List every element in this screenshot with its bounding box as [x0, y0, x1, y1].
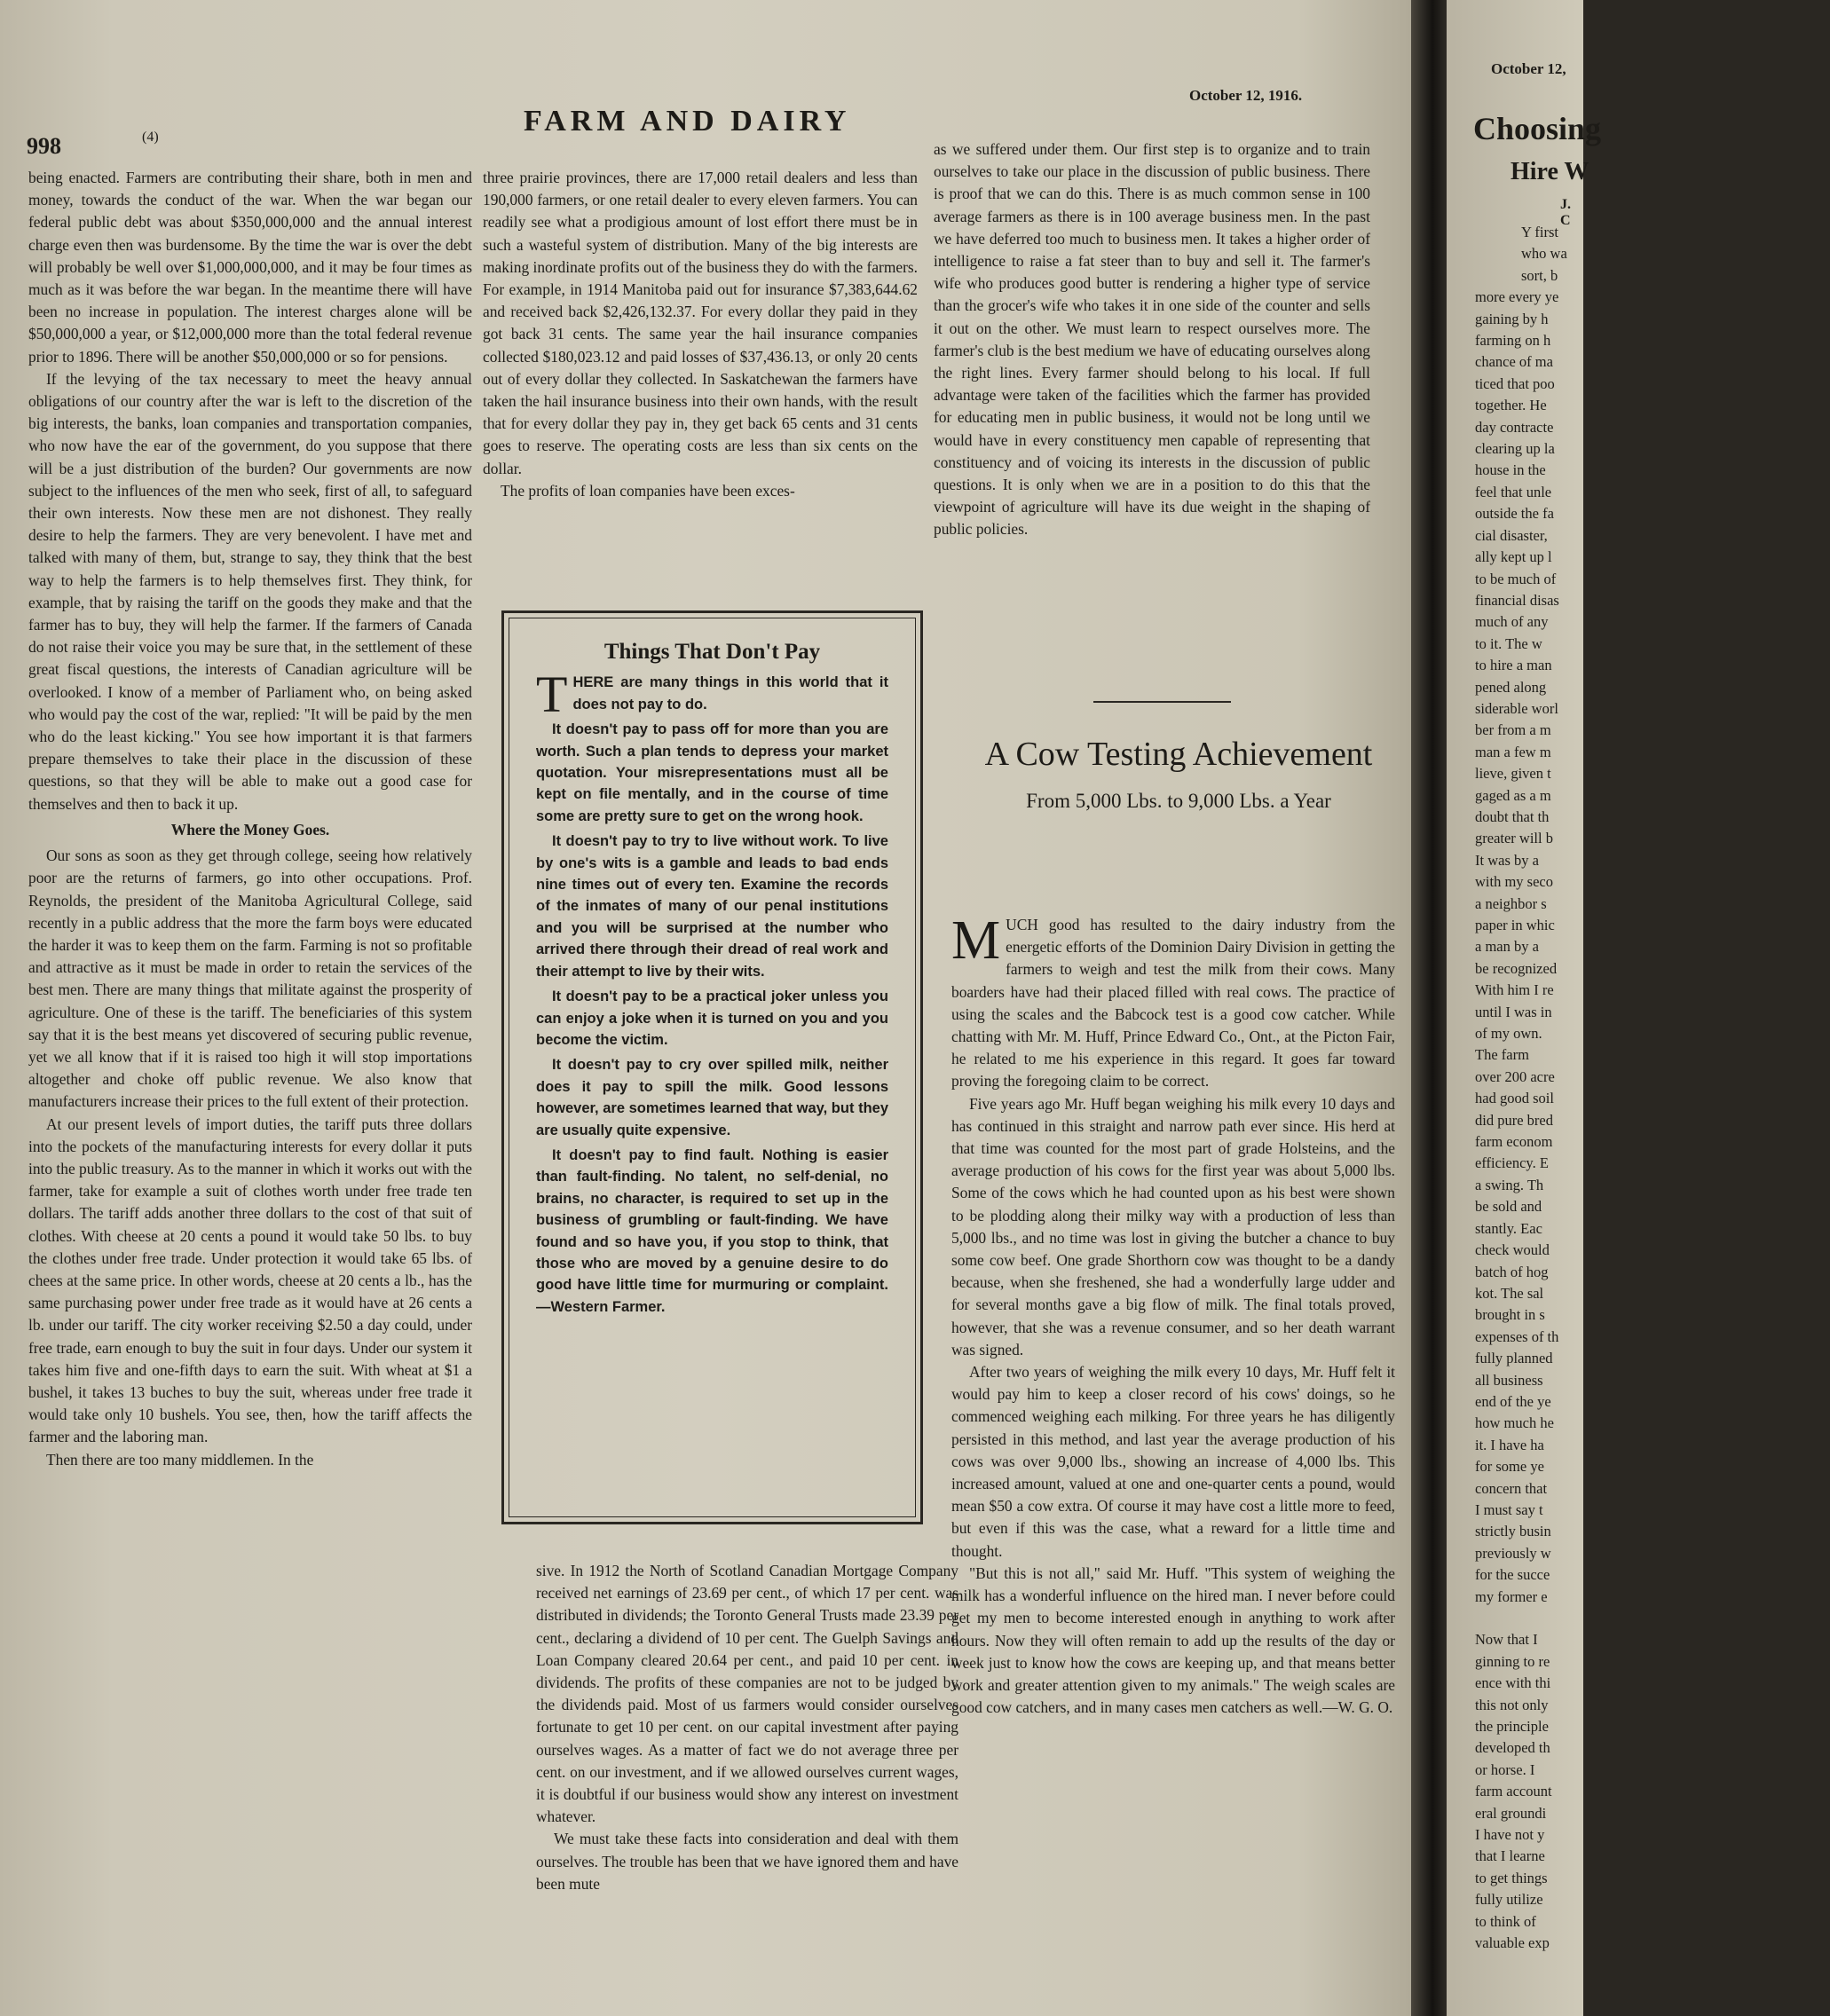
facing-page-line — [1475, 1608, 1830, 1629]
boxed-article — [501, 610, 923, 1524]
paragraph: It doesn't pay to cry over spilled milk, neither does it pay to spill the milk. Good lessons however, are sometimes learned that way, but they are usually quite expensive. — [536, 1057, 888, 1138]
paragraph: sive. In 1912 the North of Scotland Canadian Mortgage Company received net earnings of 23.69 per cent., of which 17 per cent. was distributed in dividends; the Toronto General Trusts made 23.39 per cent., declaring a dividend of 10 per cent. The Guelph Savings and Loan Company cleared 20.64 per cent., and paid 10 per cent. in dividends. The profits of these companies are not to be judged by the dividends paid. Most of us farmers would consider ourselves fortunate to get 10 per cent. on our capital investment after paying ourselves wages. As a matter of fact we do not average three per cent. on our investment, and if we allowed ourselves current wages, it is doubtful if our business would show any interest on investment whatever. — [536, 1562, 958, 1826]
facing-page-subheadline: Hire W — [1511, 158, 1589, 185]
masthead: FARM AND DAIRY — [524, 105, 851, 138]
facing-page-line: developed th — [1475, 1739, 1550, 1757]
paragraph: It doesn't pay to try to live without work. To live by one's wits is a gamble and leads to bad ends nine times out of every ten. Examine the records of the inmates of many of our penal institutions and you will be surprised at the number who arrived there through their dread of real work and their attempt to live by their wits. — [536, 833, 888, 980]
paragraph: We must take these facts into consideration and deal with them ourselves. The trouble has been that we have ignored them and have been mute — [536, 1830, 958, 1893]
paragraph: At our present levels of import duties, the tariff puts three dollars into the pockets of the manufacturing interests for every dollar it puts into the public treasury. As to the manner in which it works out with the farmer, take for example a suit of clothes worth under free trade ten dollars. The tariff adds another three dollars to the cost of that suit of clothes. With cheese at 20 cents a pound it would take 50 lbs. to buy the clothes under free trade. Under protection it would take 65 lbs. of chees at the same price. In other words, cheese at 20 cents a lb., has the same purchasing power under free trade as it would have at 26 cents a lb. under our tariff. The city worker receiving $2.50 a day could, under free trade, earn enough to buy the suit in four days. Under our system it takes him five and one-fifth days to earn the suit. With wheat at $1 a bushel, it takes 13 buches to buy the suit, whereas under free trade it would take only 10 bushels. You see, then, how the tariff affects the farmer and the laboring man. — [28, 1114, 472, 1446]
facing-page-line: lieve, given t — [1475, 765, 1551, 783]
facing-page-line: had good soil — [1475, 1090, 1554, 1107]
facing-page-byline: J. C — [1560, 197, 1571, 228]
facing-page-line: farming on h — [1475, 332, 1551, 350]
issue-date: October 12, 1916. — [1189, 87, 1303, 104]
boxed-article-title: Things That Don't Pay — [603, 640, 821, 664]
facing-page-line: valuable exp — [1475, 1934, 1550, 1952]
facing-page-line: until I was in — [1475, 1003, 1552, 1020]
facing-page-line: all business — [1475, 1371, 1543, 1389]
facing-page-line: to be much of — [1475, 570, 1557, 587]
paragraph: After two years of weighing the milk every 10 days, Mr. Huff felt it would pay him to keep a closer record of his cows' doings, so he commenced weighing each milking. For three years he has diligently persisted in this method, and last year the average production of his cows was over 9,000 lbs., showing an increase of 4,000 lbs. This increased amount, valued at one and one-quarter cents a pound, would mean $50 a cow extra. Of course it may have cost a little more to feed, but even if this was the case, what a reward for a little time and thought. — [951, 1363, 1395, 1560]
facing-page-line: Now that I — [1475, 1631, 1538, 1649]
facing-page-line: with my seco — [1475, 873, 1553, 891]
drop-cap: M — [951, 910, 1001, 971]
facing-page-line: how much he — [1475, 1414, 1554, 1432]
facing-page-line: farm account — [1475, 1783, 1552, 1800]
facing-page-line: fully planned — [1475, 1350, 1553, 1367]
facing-page-line: stantly. Eac — [1475, 1219, 1542, 1237]
facing-page-line: for some ye — [1475, 1458, 1544, 1476]
column-2-top — [483, 167, 918, 584]
column-1 — [28, 167, 472, 2004]
paragraph: The profits of loan companies have been exces- — [501, 481, 795, 500]
article-headline: A Cow Testing Achievement — [984, 736, 1373, 773]
facing-page-line: eral groundi — [1475, 1804, 1547, 1822]
facing-page-column — [1475, 222, 1830, 1955]
paragraph-text: UCH good has resulted to the dairy industry from the energetic efforts of the Dominion Dairy Division in getting the farmers to weigh and test the milk from their cows. Many boarders have had their placed filled with real cows. The practice of using the scales and the Babcock test is a good cow catcher. While chatting with Mr. M. Huff, Prince Edward Co., Ont., at the Picton Fair, he related to me his experience in this regard. It goes far toward proving the foregoing claim to be correct. — [951, 916, 1395, 1091]
facing-page-line: financial disas — [1475, 591, 1559, 609]
facing-page-line: chance of ma — [1475, 353, 1553, 371]
facing-page-line: more every ye — [1475, 288, 1559, 306]
facing-page-line: strictly busin — [1475, 1523, 1551, 1540]
paragraph: Five years ago Mr. Huff began weighing his milk every 10 days and has continued in this straight and narrow path ever since. His herd at that time was counted for the most part of grade Holsteins, and the average production of his cows for the first year was about 5,000 lbs. Some of the cows which he had counted upon as his best were shown to be plodding along their milky way with a production of less than 5,000 lbs., and no time was lost in giving the butcher a chance to buy some cow beef. One grade Shorthorn cow was thought to be a dandy because, when she freshened, she had a wonderfully large udder and for several months gave a big flow of milk. The final totals proved, however, that she was a revenue consumer, and so her death warrant was signed. — [951, 1094, 1395, 1358]
paragraph: "But this is not all," said Mr. Huff. "This system of weighing the milk has a wonderful influence on the hired man. I never before could get my men to become interested enough in anything to work after hours. Now they will often remain to add up the results of the day or week just to know how the cows are keeping up, and that means better work and greater attention given to my animals." The weigh scales are good cow catchers, and in many cases men catchers as well.—W. G. O. — [951, 1563, 1395, 1717]
facing-page-line: my former e — [1475, 1587, 1548, 1605]
paragraph: three prairie provinces, there are 17,000 retail dealers and less than 190,000 farmers, or one retail dealer to every eleven farmers. You can readily see what a prodigious amount of lost effort there must be in such a wasteful system of distribution. Many of the big interests are making inordinate profits out of the business they do with the farmers. For example, in 1914 Manitoba paid out for insurance $7,383,644.62 and received back $2,426,132.37. For every dollar they paid in they got back 31 cents. The same year the hail insurance companies collected $180,023.12 and paid losses of $37,436.13, or only 20 cents out of every dollar they collected. In Saskatchewan the farmers have taken the hail insurance business into their own hands, with the result that for every dollar they pay in, they get back 65 cents and 31 cents goes to reserve. The operating costs are less than six cents on the dollar. — [483, 169, 918, 477]
facing-page-line: doubt that th — [1475, 807, 1550, 825]
facing-page-line: a swing. Th — [1475, 1176, 1544, 1193]
facing-page-line: feel that unle — [1475, 483, 1552, 500]
facing-page-line: ence with thi — [1475, 1674, 1551, 1692]
paragraph: It doesn't pay to find fault. Nothing is easier than fault-finding. No talent, no self-denial, no brains, no character, is required to set up in the business of grumbling or fault-finding. We have found and so have you, if you stop to think, that those who are moved by a genuine desire to do good have little time for murmuring or complaint.—Western Farmer. — [536, 1146, 888, 1315]
facing-page-line: a neighbor s — [1475, 894, 1547, 912]
facing-page-line: I have not y — [1475, 1826, 1545, 1844]
section-divider — [1093, 701, 1231, 703]
facing-page-headline: Choosing — [1473, 111, 1602, 146]
facing-page-line: a man by a — [1475, 938, 1539, 956]
facing-page-line: to hire a man — [1475, 657, 1552, 674]
paragraph-text: HERE are many things in this world that it does not pay to do. — [572, 674, 888, 713]
facing-page — [1447, 0, 1602, 2016]
facing-page-line: brought in s — [1475, 1306, 1545, 1324]
facing-page-line: outside the fa — [1475, 505, 1554, 523]
paragraph: Our sons as soon as they get through college, seeing how relatively poor are the returns of farmers, go into other occupations. Prof. Reynolds, the president of the Manitoba Agricultural College, said recently in a public address that the more the farm boys were educated the harder it was to keep them on the farm. Farming is not so profitable and attractive as it must be made in order to retain the services of the best men. There are many things that militate against the prosperity of agriculture. One of these is the tariff. The beneficiaries of this system say that it is the best means yet discovered of securing public revenue, yet we all know that if it is raised too high it will stop importations altogether and choke off public revenue. We also know that manufacturers increase their prices to the full extent of their protection. — [28, 847, 472, 1111]
facing-page-line: clearing up la — [1475, 440, 1555, 458]
facing-page-line: for the succe — [1475, 1566, 1550, 1584]
paragraph — [536, 665, 888, 724]
facing-page-line: I must say t — [1475, 1500, 1543, 1518]
facing-page-line: that I learne — [1475, 1847, 1545, 1865]
paragraph: It doesn't pay to pass off for more than you are worth. Such a plan tends to depress your market quotation. Your misrepresentations must all be kept on file mentally, and in the course of time some are pretty sure to get on the wrong hook. — [536, 721, 888, 824]
facing-page-line: man a few m — [1475, 743, 1551, 760]
boxed-article-inner — [509, 618, 916, 1517]
facing-page-line: much of any — [1475, 613, 1549, 631]
facing-page-line: who wa — [1521, 245, 1567, 263]
facing-page-line: greater will b — [1475, 830, 1553, 847]
facing-page-line: day contracte — [1475, 418, 1554, 436]
drop-cap: T — [536, 665, 568, 724]
paragraph: If the levying of the tax necessary to meet the heavy annual obligations of our country after the war is left to the discretion of the big interests, the banks, loan companies and transportation companies, who now have the ear of the government, do you suppose that there will be a just distribution of the burden? Our governments are now subject to the influences of the men who seek, first of all, to safeguard their own interests. Now these men are not dishonest. They really desire to help the farmers. They are very benevolent. I have met and talked with many of them, but, strange to say, they think that the best way to help the farmers is to help themselves first. They think, for example, that by raising the tariff on the goods they make and that the farmer has to buy, they will help the farmer. If the farmers of Canada do not raise their voice you may be sure that, in the settlement of these great fiscal questions, the interests of Canadian agriculture will be overlooked. I know of a member of Parliament who, on being asked who would pay the cost of the war, replied: "It will be paid by the men who do the least kicking." You see how important it is that farmers prepare themselves to take their place in the discussion of these questions, so that they will be able to make out a good case for themselves and then to back it up. — [28, 369, 472, 813]
facing-page-line: paper in whic — [1475, 917, 1555, 933]
facing-page-line: did pure bred — [1475, 1111, 1553, 1129]
facing-page-line: gaged as a m — [1475, 786, 1551, 804]
facing-page-line: to think of — [1475, 1912, 1536, 1930]
facing-page-line: batch of hog — [1475, 1263, 1549, 1280]
folio-number: (4) — [142, 130, 159, 145]
paragraph — [951, 910, 1395, 1093]
article-subheadline: From 5,000 Lbs. to 9,000 Lbs. a Year — [1026, 790, 1331, 812]
facing-page-line: or horse. I — [1475, 1760, 1535, 1778]
facing-page-line: previously w — [1475, 1544, 1551, 1562]
facing-page-line: together. He — [1475, 397, 1547, 414]
facing-page-line: over 200 acre — [1475, 1067, 1555, 1085]
facing-page-date: October 12, — [1491, 60, 1566, 77]
facing-page-line: It was by a — [1475, 851, 1539, 869]
facing-page-line: sort, b — [1521, 266, 1558, 284]
column-3-top — [934, 138, 1370, 635]
facing-page-line: be sold and — [1475, 1198, 1542, 1216]
facing-page-line: farm econom — [1475, 1133, 1553, 1151]
facing-page-line: cial disaster, — [1475, 526, 1548, 544]
facing-page-line: be recognized — [1475, 959, 1558, 977]
facing-page-line: gaining by h — [1475, 310, 1549, 327]
page-number: 998 — [27, 133, 61, 159]
paragraph: being enacted. Farmers are contributing their share, both in men and money, towards the conduct of the war. When the war began our federal public debt was about $350,000,000 and the annual interest charge even then was burdensome. By the time the war is over the debt will probably be well over $1,000,000,000, and it may be four times as much as it was before the war began. In the meantime there will have been no increase in population. The interest charges alone will be $50,000,000 a year, or $12,000,000 more than the total federal revenue prior to 1896. There will be another $50,000,000 or so for pensions. — [28, 169, 472, 366]
facing-page-line: siderable worl — [1475, 699, 1558, 717]
section-heading: Where the Money Goes. — [170, 820, 330, 839]
facing-page-line: it. I have ha — [1475, 1436, 1544, 1453]
facing-page-line: pened along — [1475, 678, 1547, 696]
book-gutter — [1411, 0, 1447, 2016]
facing-page-line: efficiency. E — [1475, 1154, 1549, 1172]
facing-page-line: check would — [1475, 1241, 1550, 1259]
facing-page-line: ally kept up l — [1475, 548, 1552, 566]
column-3-bottom — [951, 910, 1395, 2005]
facing-page-line: concern that — [1475, 1479, 1548, 1497]
column-2-bottom — [536, 1560, 958, 2004]
paragraph: It doesn't pay to be a practical joker unless you can enjoy a joke when it is turned on you and you become the victim. — [536, 988, 888, 1048]
facing-page-line: to get things — [1475, 1869, 1548, 1886]
facing-page-line: ginning to re — [1475, 1652, 1550, 1670]
facing-page-line: Y first — [1521, 224, 1559, 240]
facing-page-line: The farm — [1475, 1046, 1529, 1064]
facing-page-line: With him I re — [1475, 981, 1554, 999]
facing-page-line: ber from a m — [1475, 721, 1551, 739]
paragraph: as we suffered under them. Our first step is to organize and to train ourselves to take our place in the discussion of public business. There is proof that we can do this. There is as much common sense in 100 average farmers as there is in 100 average business men. In the past we have deferred too much to business men. It takes a higher order of intelligence to raise a fat steer than to buy and sell it. The farmer's wife who produces good butter is rendering a higher type of service than the grocer's wife who takes it in one side of the counter and sells it out on the other. We must learn to respect ourselves more. The farmer's club is the best medium we have of educating ourselves along the right lines. Every farmer should belong to his local. If full advantage were taken of the facilities which the farmer has provided for educating men in public business, it would not be long until we would have in every constituency men capable of representing that constituency and of voicing its interests in the discussion of public questions. It is only when we are in a position to do this that the viewpoint of agriculture will have its due weight in the shaping of public policies. — [934, 140, 1370, 539]
facing-page-line: the principle — [1475, 1718, 1549, 1736]
facing-page-line: of my own. — [1475, 1025, 1542, 1043]
facing-page-line: expenses of th — [1475, 1327, 1559, 1345]
facing-page-line: to it. The w — [1475, 634, 1542, 652]
paragraph: Then there are too many middlemen. In the — [46, 1450, 314, 1469]
facing-page-line: ticed that poo — [1475, 374, 1555, 392]
facing-page-line: kot. The sal — [1475, 1284, 1544, 1302]
facing-page-line: fully utilize — [1475, 1891, 1543, 1909]
facing-page-line: this not only — [1475, 1696, 1549, 1713]
facing-page-line: end of the ye — [1475, 1392, 1551, 1410]
facing-page-line: house in the — [1475, 461, 1546, 479]
